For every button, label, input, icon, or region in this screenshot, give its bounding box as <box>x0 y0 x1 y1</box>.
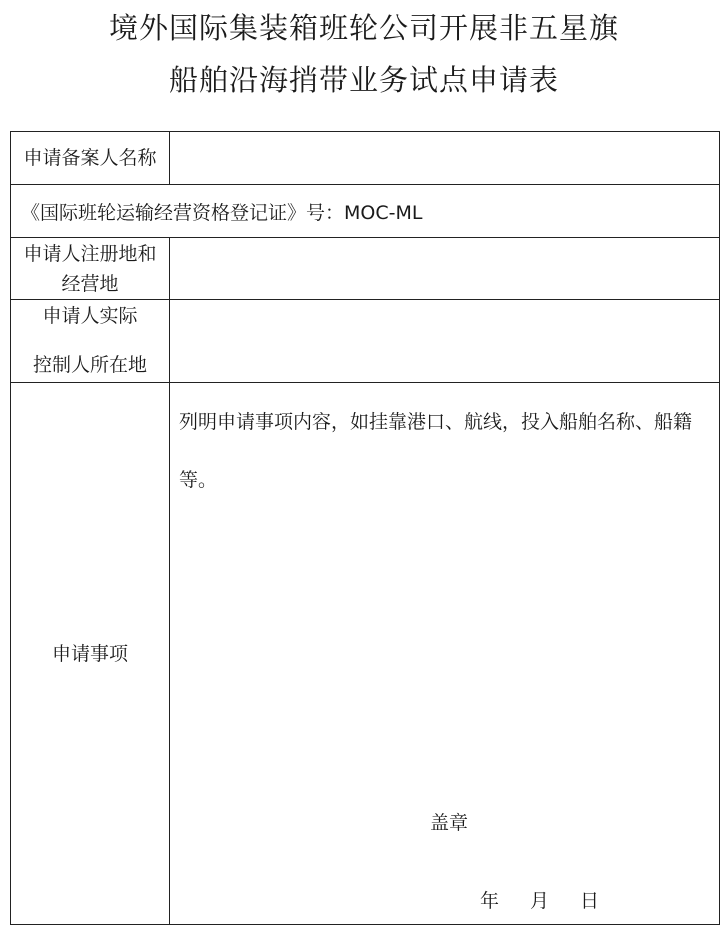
row-applicant-name <box>11 132 720 185</box>
registered-address-label <box>11 238 170 300</box>
application-matters-instructions: 列明申请事项内容，如挂靠港口、航线，投入船舶名称、船籍等。 <box>179 411 693 491</box>
form-title-line-1: 境外国际集装箱班轮公司开展非五星旗 <box>108 11 619 45</box>
controller-location-field[interactable] <box>170 300 720 383</box>
row-controller-location <box>11 300 720 383</box>
date-month-label: 月 <box>530 890 550 912</box>
application-form-table <box>10 131 720 925</box>
registered-address-label-line-2: 经营地 <box>61 272 119 295</box>
applicant-name-label: 申请备案人名称 <box>11 132 170 185</box>
controller-location-label <box>11 300 170 383</box>
seal-label: 盖章 <box>430 812 469 834</box>
applicant-name-field[interactable] <box>170 132 720 185</box>
controller-location-label-line-2: 控制人所在地 <box>32 354 147 376</box>
registered-address-label-line-1: 申请人注册地和 <box>23 242 157 265</box>
certificate-number-label[interactable]: 《国际班轮运输经营资格登记证》号：MOC-ML <box>11 185 720 238</box>
application-matters-label: 申请事项 <box>11 383 170 925</box>
date-day-label: 日 <box>580 890 600 912</box>
controller-location-label-line-1: 申请人实际 <box>42 305 138 327</box>
row-application-matters <box>11 383 720 925</box>
row-registered-address <box>11 238 720 300</box>
row-certificate <box>11 185 720 238</box>
registered-address-field[interactable] <box>170 238 720 300</box>
date-year-label: 年 <box>480 890 500 912</box>
form-title-line-2: 船舶沿海捎带业务试点申请表 <box>168 63 559 97</box>
application-matters-field[interactable] <box>170 383 720 925</box>
